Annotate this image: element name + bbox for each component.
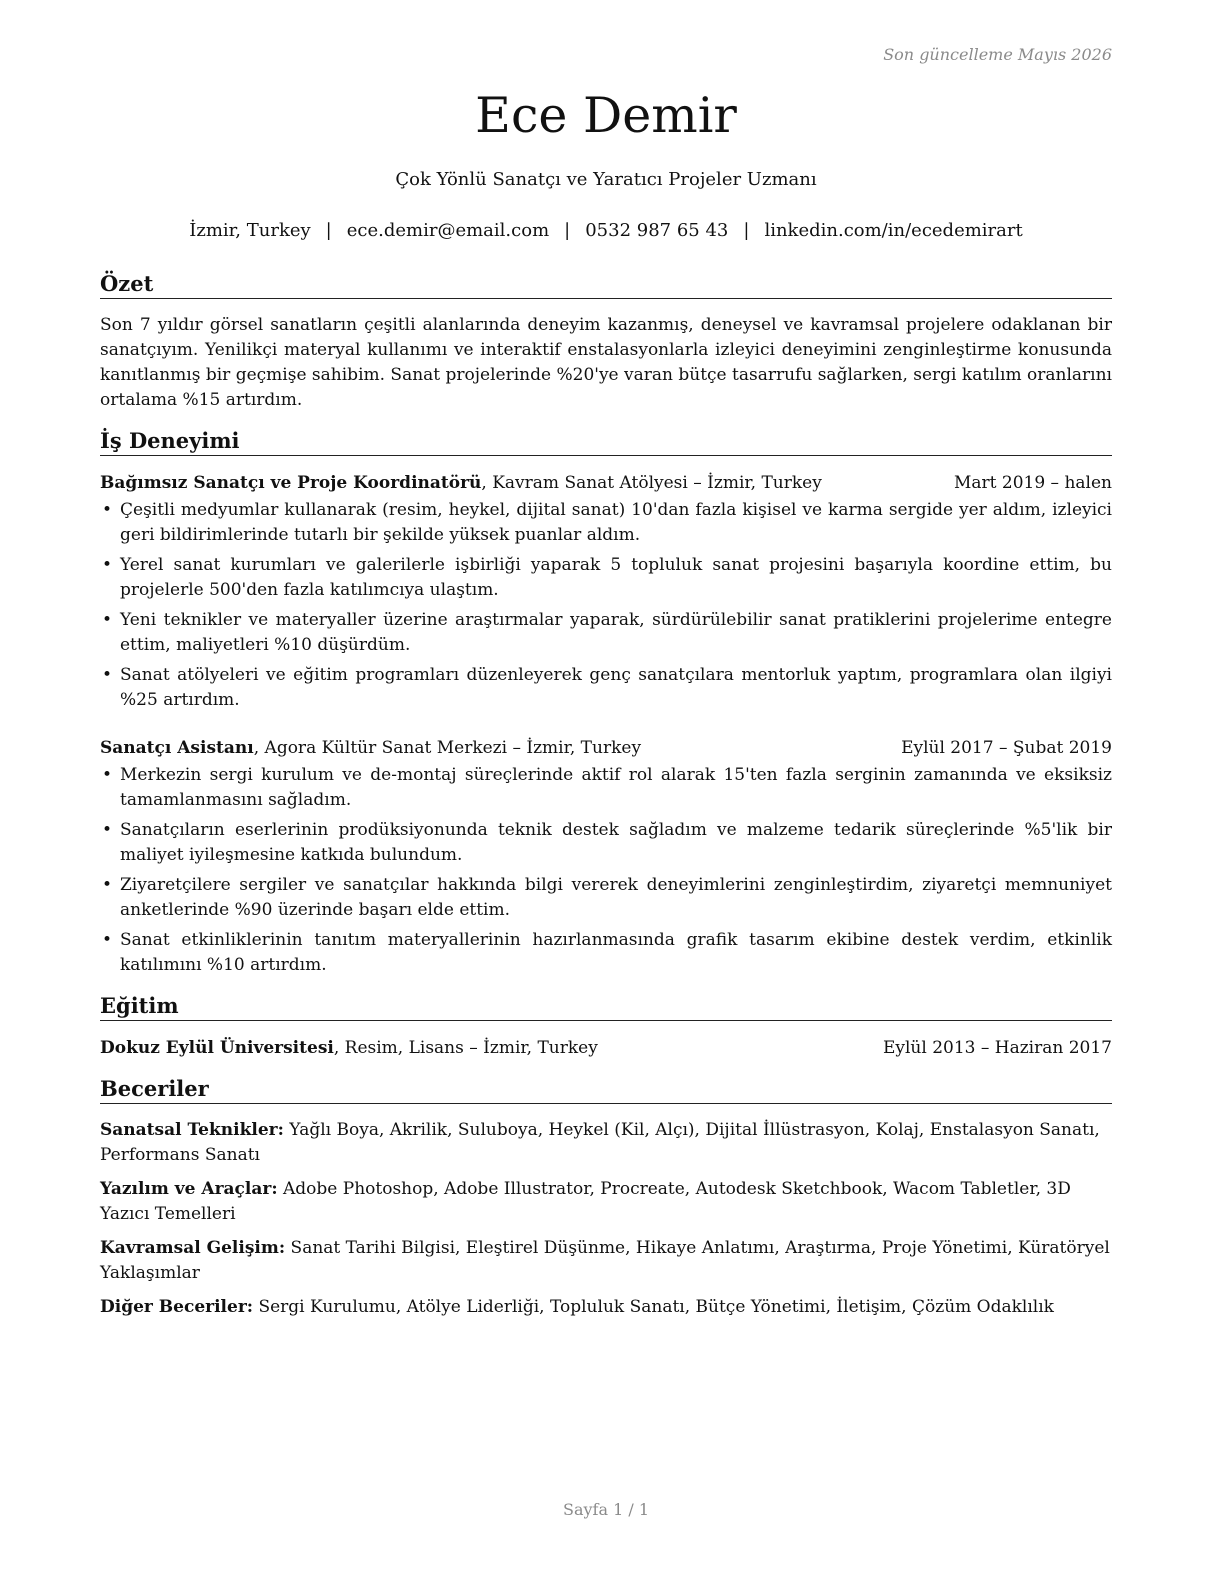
- summary-section: [100, 270, 1112, 413]
- bullet-item: • Ziyaretçilere sergiler ve sanatçılar hakkında bilgi vererek deneyimlerini zenginleştirdim, ziyaretçi memnuniyet anketlerinde %90 üzerinde başarı elde ettim.: [100, 873, 1112, 923]
- skill-group: [100, 1236, 1112, 1286]
- bullet-item: • Sanat atölyeleri ve eğitim programları düzenleyerek genç sanatçılara mentorluk yaptım, programlara olan ilgiyi %25 artırdım.: [100, 663, 1112, 713]
- linkedin-link[interactable]: linkedin.com/in/ecedemirart: [764, 220, 1023, 241]
- education-entry: [100, 1035, 1112, 1061]
- separator: |: [564, 220, 571, 241]
- job-title-line: [100, 470, 822, 496]
- job-bullets: [100, 763, 1112, 978]
- bullet-item: • Merkezin sergi kurulum ve de-montaj süreçlerinde aktif rol alarak 15'ten fazla serginin zamanında ve eksiksiz tamamlanmasını sağladım.: [100, 763, 1112, 813]
- job-org: , Kavram Sanat Atölyesi – İzmir, Turkey: [481, 473, 822, 493]
- skill-items: Sergi Kurulumu, Atölye Liderliği, Topluluk Sanatı, Bütçe Yönetimi, İletişim, Çözüm Odaklılık: [258, 1297, 1054, 1317]
- section-title: Beceriler: [100, 1075, 1112, 1104]
- job-role: Bağımsız Sanatçı ve Proje Koordinatörü: [100, 473, 482, 493]
- bullet-item: • Yerel sanat kurumları ve galerilerle işbirliği yaparak 5 topluluk sanat projesini başarıyla koordine ettim, bu projelerle 500'den fazla katılımcıya ulaştım.: [100, 553, 1112, 603]
- skill-label: Sanatsal Teknikler:: [100, 1120, 284, 1140]
- page-number: Sayfa 1 / 1: [562, 1500, 649, 1519]
- job-role: Sanatçı Asistanı: [100, 738, 254, 758]
- skill-label: Kavramsal Gelişim:: [100, 1238, 286, 1258]
- job-title-line: [100, 735, 641, 761]
- skill-label: Diğer Beceriler:: [100, 1297, 254, 1317]
- headline: Çok Yönlü Sanatçı ve Yaratıcı Projeler Uzmanı: [395, 169, 817, 190]
- last-updated: Son güncelleme Mayıs 2026: [883, 45, 1112, 64]
- skill-group: [100, 1177, 1112, 1227]
- person-name: Ece Demir: [475, 87, 737, 144]
- education-section: [100, 992, 1112, 1061]
- job-entry: [100, 470, 1112, 713]
- section-title: Eğitim: [100, 992, 1112, 1021]
- summary-text: Son 7 yıldır görsel sanatların çeşitli alanlarında deneyim kazanmış, deneysel ve kavramsal projelere odaklanan bir sanatçıyım. Yenilikçi materyal kullanımı ve interaktif enstalasyonlarla izleyici deneyimini zenginleştirme konusunda kanıtlanmış bir geçmişe sahibim. Sanat projelerinde %20'ye varan bütçe tasarrufu sağlarken, sergi katılım oranlarını ortalama %15 artırdım.: [100, 315, 1112, 410]
- degree-details: , Resim, Lisans – İzmir, Turkey: [333, 1038, 598, 1058]
- skill-group: [100, 1295, 1112, 1320]
- skill-group: [100, 1118, 1112, 1168]
- experience-section: [100, 427, 1112, 978]
- job-org: , Agora Kültür Sanat Merkezi – İzmir, Turkey: [253, 738, 642, 758]
- email-link[interactable]: ece.demir@email.com: [346, 220, 550, 241]
- school-name: Dokuz Eylül Üniversitesi: [100, 1038, 334, 1058]
- skill-items: Sanat Tarihi Bilgisi, Eleştirel Düşünme, Hikaye Anlatımı, Araştırma, Proje Yönetimi, Küratöryel Yaklaşımlar: [100, 1238, 1110, 1283]
- skill-items: Yağlı Boya, Akrilik, Suluboya, Heykel (Kil, Alçı), Dijital İllüstrasyon, Kolaj, Enstalasyon Sanatı, Performans Sanatı: [100, 1120, 1100, 1165]
- location: İzmir, Turkey: [189, 220, 311, 241]
- job-header: [100, 735, 1112, 761]
- separator: |: [743, 220, 750, 241]
- skill-items: Adobe Photoshop, Adobe Illustrator, Procreate, Autodesk Sketchbook, Wacom Tabletler, 3D Yazıcı Temelleri: [100, 1179, 1071, 1224]
- section-title: Özet: [100, 270, 1112, 299]
- bullet-item: • Sanatçıların eserlerinin prodüksiyonunda teknik destek sağladım ve malzeme tedarik süreçlerinde %5'lik bir maliyet iyileşmesine katkıda bulundum.: [100, 818, 1112, 868]
- job-dates: Mart 2019 – halen: [953, 473, 1112, 493]
- skills-section: [100, 1075, 1112, 1320]
- skill-label: Yazılım ve Araçlar:: [100, 1179, 278, 1199]
- contact-line: [100, 219, 1112, 243]
- job-header: [100, 470, 1112, 496]
- resume-content: [100, 270, 1112, 1334]
- job-dates: Eylül 2017 – Şubat 2019: [901, 738, 1112, 758]
- bullet-item: • Sanat etkinliklerinin tanıtım materyallerinin hazırlanmasında grafik tasarım ekibine destek verdim, etkinlik katılımını %10 artırdım.: [100, 928, 1112, 978]
- section-title: İş Deneyimi: [100, 427, 1112, 456]
- job-entry: [100, 735, 1112, 978]
- phone: 0532 987 65 43: [585, 220, 729, 241]
- bullet-item: • Yeni teknikler ve materyaller üzerine araştırmalar yaparak, sürdürülebilir sanat pratiklerini projelerime entegre ettim, maliyetleri %10 düşürdüm.: [100, 608, 1112, 658]
- education-dates: Eylül 2013 – Haziran 2017: [882, 1038, 1112, 1058]
- education-line: [100, 1035, 598, 1061]
- bullet-item: • Çeşitli medyumlar kullanarak (resim, heykel, dijital sanat) 10'dan fazla kişisel ve karma sergide yer aldım, izleyici geri bildirimlerinde tutarlı bir şekilde yüksek puanlar aldım.: [100, 498, 1112, 548]
- separator: |: [325, 220, 332, 241]
- job-bullets: [100, 498, 1112, 713]
